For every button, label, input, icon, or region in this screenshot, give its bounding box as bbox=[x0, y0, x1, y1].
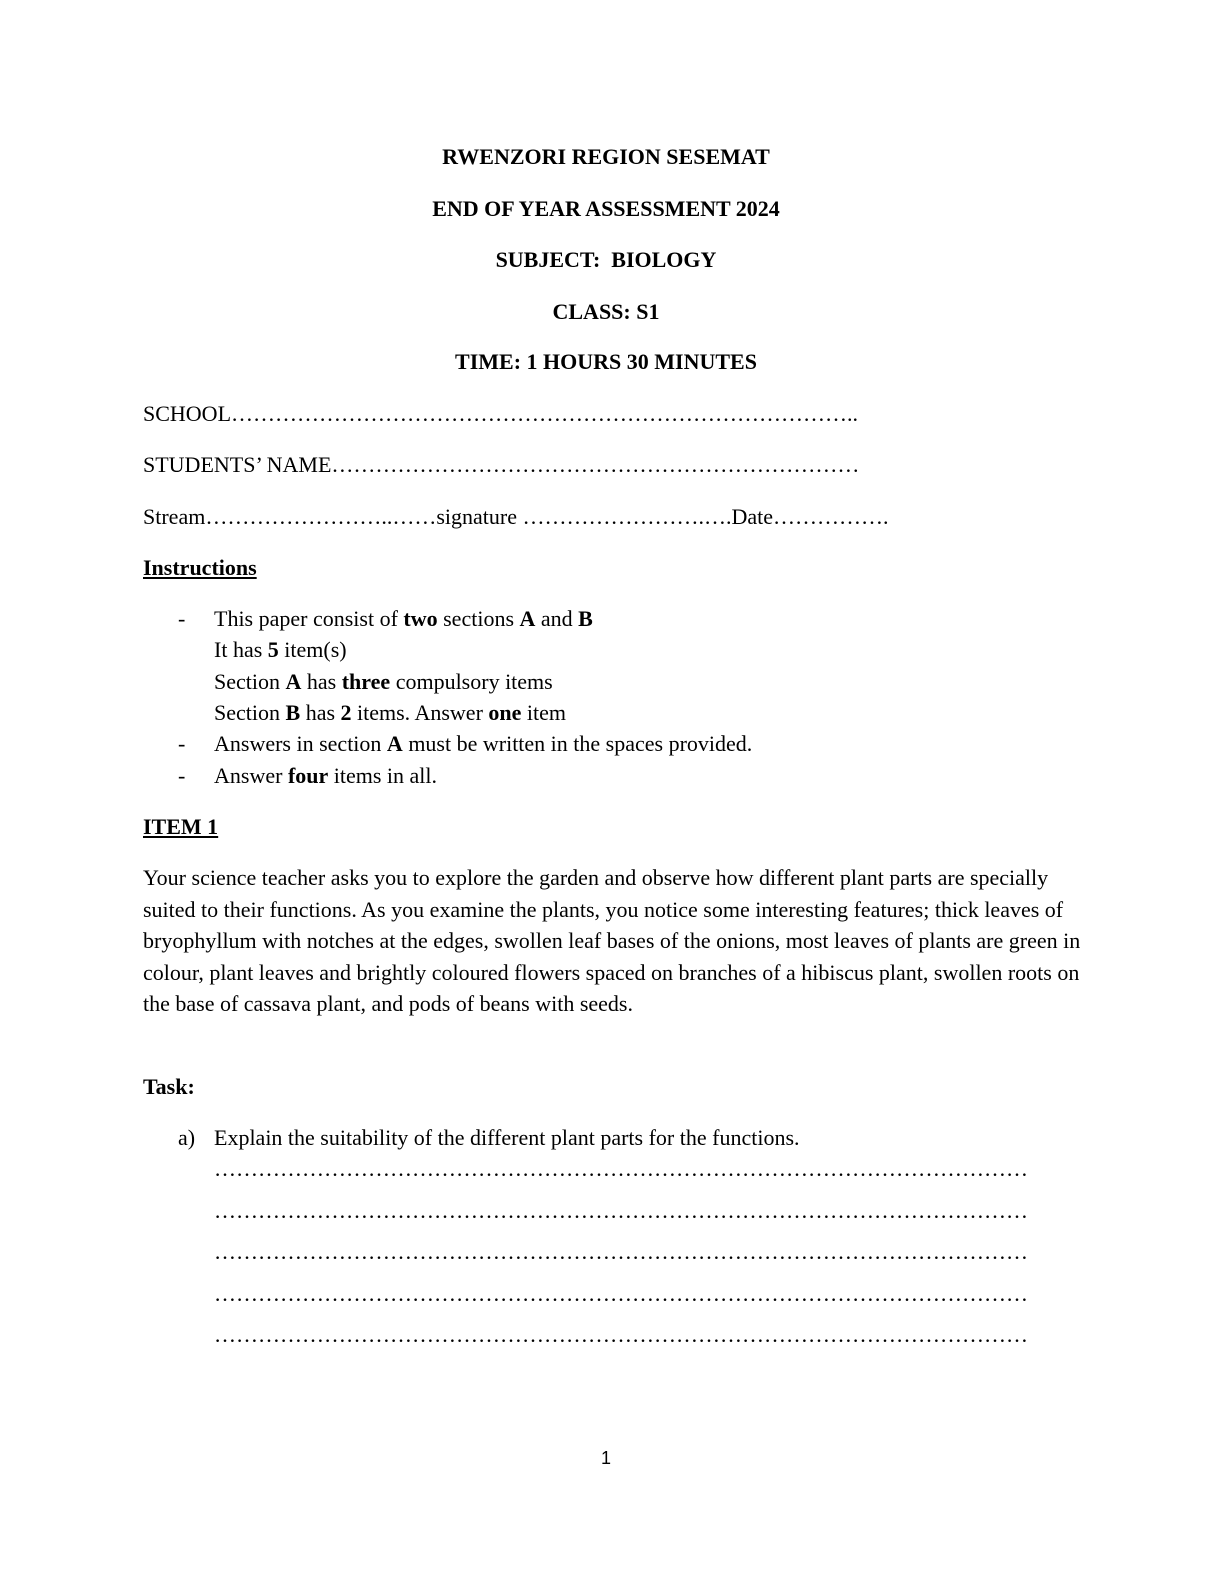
subject-title: SUBJECT: BIOLOGY bbox=[495, 247, 717, 272]
instruction-answer-count: Answer four items in all. bbox=[214, 763, 438, 788]
assessment-title: END OF YEAR ASSESSMENT 2024 bbox=[432, 196, 780, 221]
task-a-question: Explain the suitability of the different plant parts for the functions. bbox=[214, 1125, 800, 1150]
task-heading: Task: bbox=[143, 1074, 195, 1099]
bullet-dash: - bbox=[178, 606, 186, 631]
region-title: RWENZORI REGION SESEMAT bbox=[442, 144, 770, 169]
instruction-sections: This paper consist of two sections A and B bbox=[214, 606, 593, 631]
instructions-heading: Instructions bbox=[143, 555, 257, 580]
instruction-section-a: Section A has three compulsory items bbox=[214, 669, 553, 694]
answer-line[interactable]: ………………………………………………………………………………………………… bbox=[214, 1239, 1028, 1264]
item1-heading: ITEM 1 bbox=[143, 814, 219, 839]
class-title: CLASS: S1 bbox=[552, 299, 660, 324]
stream-signature-date-field[interactable]: Stream……………………..……signature …………………….….Date……………. bbox=[143, 504, 889, 529]
answer-line[interactable]: ………………………………………………………………………………………………… bbox=[214, 1198, 1028, 1223]
answer-line[interactable]: ………………………………………………………………………………………………… bbox=[214, 1156, 1028, 1181]
time-title: TIME: 1 HOURS 30 MINUTES bbox=[455, 349, 757, 374]
student-name-field[interactable]: STUDENTS’ NAME……………………………………………………………… bbox=[143, 452, 860, 477]
instruction-section-b: Section B has 2 items. Answer one item bbox=[214, 700, 567, 725]
instruction-item-count: It has 5 item(s) bbox=[214, 637, 347, 662]
bullet-dash: - bbox=[178, 763, 186, 788]
item1-scenario: Your science teacher asks you to explore the garden and observe how different plant parts are specially suited to their functions. As you examine the plants, you notice some interesting features; thick leaves of bryophyllum with notches at the edges, swollen leaf bases of the onions, most leaves of plants are green in colour, plant leaves and brightly coloured flowers spaced on branches of a hibiscus plant, swollen roots on the base of cassava plant, and pods of beans with seeds. bbox=[143, 865, 1081, 1016]
task-a-label: a) bbox=[178, 1125, 196, 1150]
school-field[interactable]: SCHOOL………………………………………………………………………….. bbox=[143, 401, 859, 426]
answer-line[interactable]: ………………………………………………………………………………………………… bbox=[214, 1281, 1028, 1306]
answer-line[interactable]: ………………………………………………………………………………………………… bbox=[214, 1322, 1028, 1347]
page-number: 1 bbox=[600, 1448, 611, 1468]
bullet-dash: - bbox=[178, 731, 186, 756]
instruction-answer-space: Answers in section A must be written in the spaces provided. bbox=[214, 731, 753, 756]
